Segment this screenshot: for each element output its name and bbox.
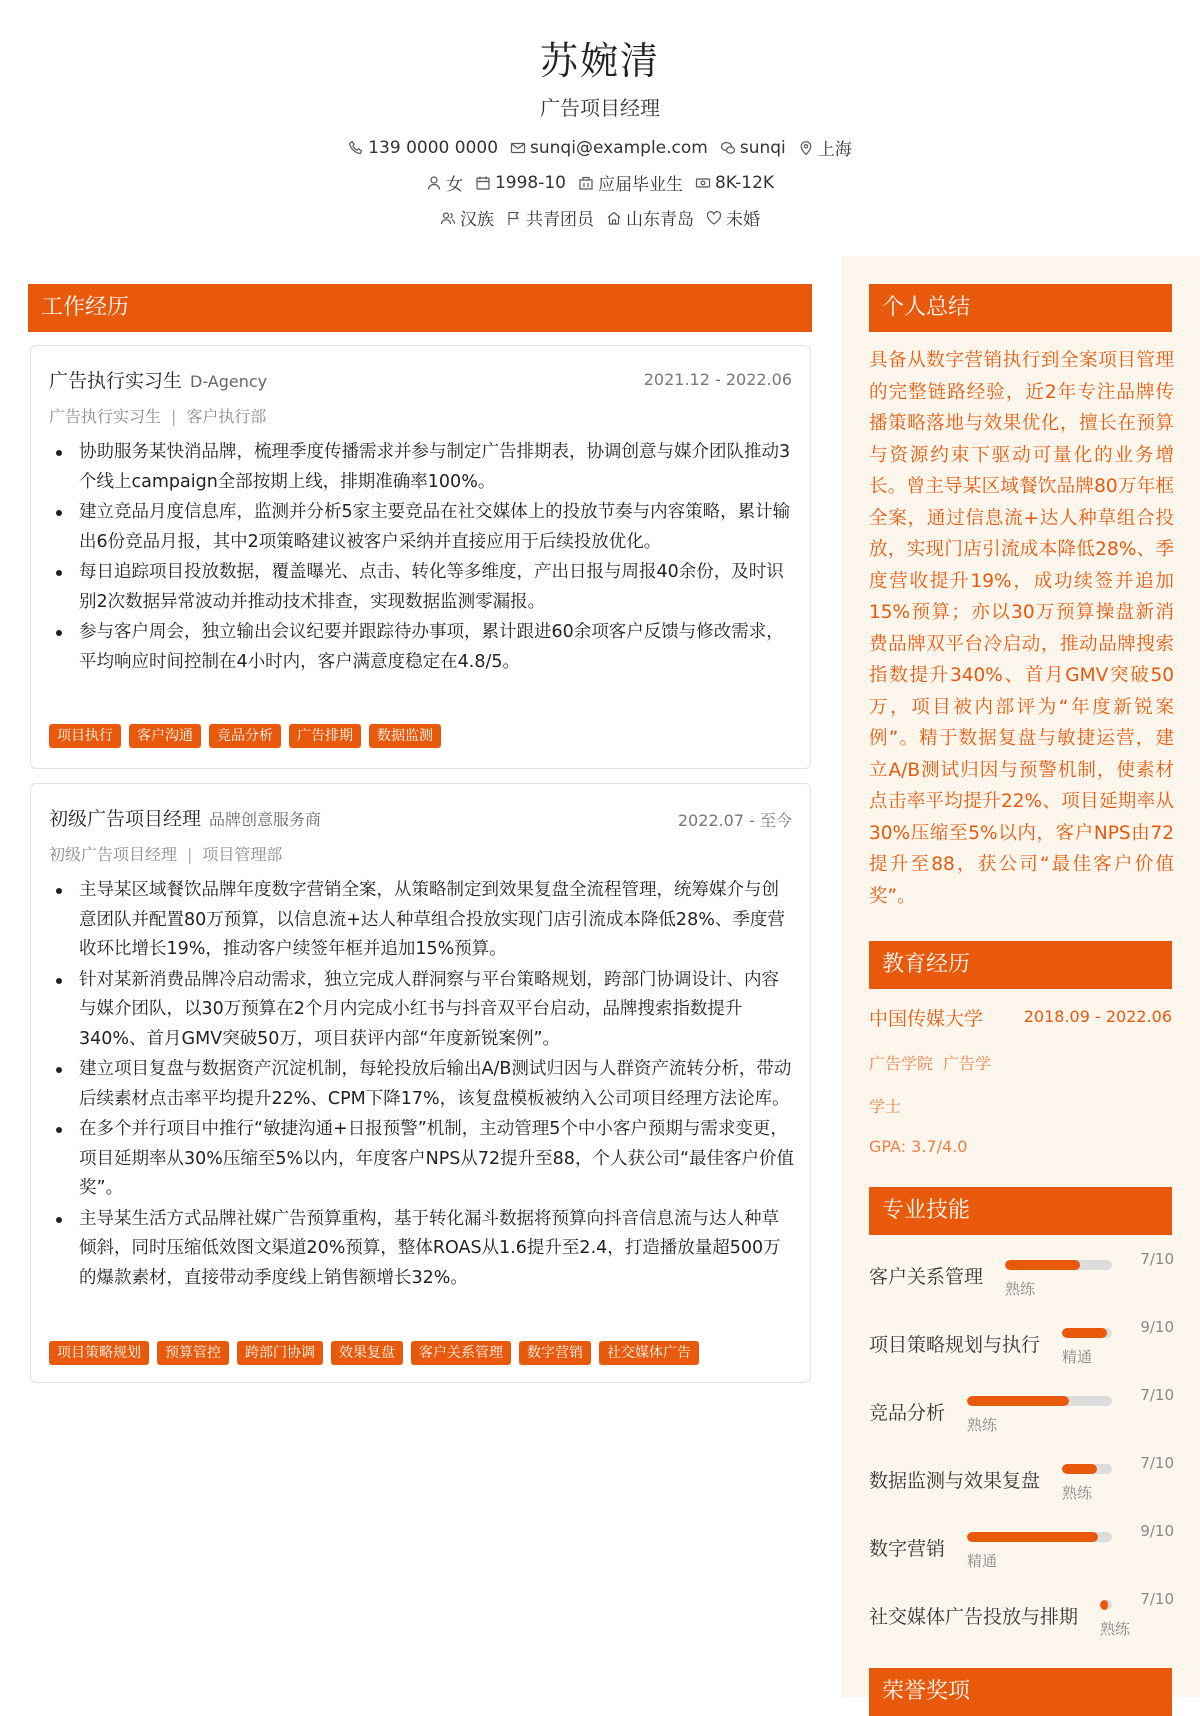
skill-bar-fill	[1062, 1328, 1107, 1338]
list-item: 主导某生活方式品牌社媒广告预算重构，基于转化漏斗数据将预算向抖音信息流与达人种草倾斜，同时压缩低效图文渠道20%预算，整体ROAS从1.6提升至2.4，打造播放量超500万的爆款素材，直接带动季度线上销售额增长32%。	[49, 1205, 794, 1294]
skill-bar-fill	[1062, 1464, 1097, 1474]
skill-tag: 效果复盘	[331, 1341, 403, 1365]
skill-score: 7/10	[1140, 1250, 1174, 1268]
skill-tag: 数据监测	[369, 724, 441, 748]
info-salary	[695, 170, 774, 195]
info-phone	[348, 135, 498, 160]
education-gpa: GPA: 3.7/4.0	[869, 1137, 968, 1156]
info-hometown	[606, 205, 694, 230]
skill-tag: 广告排期	[289, 724, 361, 748]
education-school: 中国传媒大学	[869, 1008, 984, 1030]
list-item: 建立项目复盘与数据资产沉淀机制，每轮投放后输出A/B测试归因与人群资产流转分析，带动后续素材点击率平均提升22%、CPM下降17%，该复盘模板被纳入公司项目经理方法论库。	[49, 1055, 794, 1114]
work-role: 初级广告项目经理	[49, 845, 178, 864]
separator: |	[187, 845, 193, 864]
skill-bar-fill	[967, 1396, 1069, 1406]
skill-item	[869, 1250, 1174, 1310]
info-status	[578, 170, 683, 195]
summary-text: 具备从数字营销执行到全案项目管理的完整链路经验，近2年专注品牌传播策略落地与效果优化，擅长在预算与资源约束下驱动可量化的业务增长。曾主导某区域餐饮品牌80万年框全案，通过信息流+达人种草组合投放，实现门店引流成本降低28%、季度营收提升19%，成功续签并追加15%预算；亦以30万预算操盘新消费品牌双平台冷启动，推动品牌搜索指数提升340%、首月GMV突破50万，项目被内部评为“年度新锐案例”。精于数据复盘与敏捷运营，建立A/B测试归因与预警机制，使素材点击率平均提升22%、项目延期率从30%压缩至5%以内，客户NPS由72提升至88，获公司“最佳客户价值奖”。	[869, 350, 1174, 907]
background-row	[0, 205, 1200, 230]
info-birth	[475, 170, 566, 195]
ethnicity-text: 汉族	[460, 210, 494, 230]
info-gender	[426, 170, 463, 195]
list-item: 参与客户周会，独立输出会议纪要并跟踪待办事项，累计跟进60余项客户反馈与修改需求，平均响应时间控制在4小时内，客户满意度稳定在4.8/5。	[49, 618, 794, 677]
education-major-line	[869, 1051, 1001, 1074]
skill-score: 7/10	[1140, 1590, 1174, 1608]
work-company: 品牌创意服务商	[209, 810, 322, 829]
skill-name: 客户关系管理	[869, 1266, 984, 1288]
list-item: 针对某新消费品牌冷启动需求，独立完成人群洞察与平台策略规划，跨部门协调设计、内容与媒介团队，以30万预算在2个月内完成小红书与抖音双平台启动，品牌搜索指数提升340%、首月GMV突破50万，项目获评内部“年度新锐案例”。	[49, 966, 794, 1055]
skill-tag: 预算管控	[157, 1341, 229, 1365]
skill-score: 9/10	[1140, 1318, 1174, 1336]
section-honors-header: 荣誉奖项	[869, 1668, 1172, 1716]
skill-tag: 项目执行	[49, 724, 121, 748]
section-education-header: 教育经历	[869, 941, 1172, 989]
work-subtitle	[49, 404, 266, 427]
skill-item	[869, 1386, 1174, 1446]
work-card-1	[30, 345, 811, 769]
work-company: D-Agency	[190, 372, 268, 391]
education-degree: 学士	[869, 1097, 902, 1116]
skill-tag: 竞品分析	[209, 724, 281, 748]
skill-name: 竞品分析	[869, 1402, 946, 1424]
skill-bar	[967, 1396, 1112, 1406]
flag-icon	[506, 210, 522, 226]
skill-name: 社交媒体广告投放与排期	[869, 1606, 1079, 1628]
skill-level: 精通	[1062, 1348, 1093, 1366]
money-icon	[695, 175, 711, 191]
work-title	[49, 804, 321, 831]
home-icon	[606, 210, 622, 226]
job-title: 广告项目经理	[540, 96, 660, 120]
skill-item	[869, 1522, 1174, 1582]
skill-bar	[967, 1532, 1112, 1542]
candidate-name: 苏婉清	[539, 39, 660, 83]
skill-level: 精通	[967, 1552, 998, 1570]
work-position: 广告执行实习生	[49, 370, 183, 392]
location-icon	[798, 140, 814, 156]
wechat-icon	[720, 140, 736, 156]
wechat-text: sunqi	[739, 137, 786, 158]
skill-level: 熟练	[1062, 1484, 1093, 1502]
info-ethnicity	[440, 205, 494, 230]
skill-name: 数字营销	[869, 1538, 946, 1560]
section-work-header: 工作经历	[28, 284, 812, 332]
work-title	[49, 366, 267, 393]
separator: |	[171, 407, 177, 426]
section-skills-header: 专业技能	[869, 1187, 1172, 1235]
info-marital	[706, 205, 760, 230]
work-role: 广告执行实习生	[49, 407, 162, 426]
work-tags	[49, 1341, 699, 1365]
work-tags	[49, 724, 441, 748]
skill-item	[869, 1454, 1174, 1514]
skill-item	[869, 1590, 1174, 1650]
skill-tag: 数字营销	[519, 1341, 591, 1365]
work-bullets	[49, 876, 794, 1294]
education-date: 2018.09 - 2022.06	[1023, 1007, 1172, 1026]
skill-bar	[1005, 1260, 1112, 1270]
work-card-2	[30, 783, 811, 1383]
list-item: 协助服务某快消品牌，梳理季度传播需求并参与制定广告排期表，协调创意与媒介团队推动3个线上campaign全部按期上线，排期准确率100%。	[49, 438, 794, 497]
email-text: sunqi@example.com	[530, 137, 708, 158]
skill-tag: 社交媒体广告	[599, 1341, 699, 1365]
skill-bar-fill	[1005, 1260, 1080, 1270]
skill-name: 数据监测与效果复盘	[869, 1470, 1041, 1492]
skill-level: 熟练	[967, 1416, 998, 1434]
birth-text: 1998-10	[494, 172, 566, 193]
heart-icon	[706, 210, 722, 226]
skill-bar	[1062, 1464, 1112, 1474]
list-item: 每日追踪项目投放数据，覆盖曝光、点击、转化等多维度，产出日报与周报40余份，及时识别2次数据异常波动并推动技术排查，实现数据监测零漏报。	[49, 558, 794, 617]
skill-bar	[1100, 1600, 1112, 1610]
people-icon	[440, 210, 456, 226]
skill-score: 7/10	[1140, 1386, 1174, 1404]
skill-tag: 客户沟通	[129, 724, 201, 748]
skill-bar	[1062, 1328, 1112, 1338]
skill-level: 熟练	[1005, 1280, 1036, 1298]
gender-text: 女	[445, 175, 463, 195]
work-bullets	[49, 438, 794, 678]
info-wechat	[720, 135, 786, 160]
info-email	[510, 135, 708, 160]
calendar-icon	[475, 175, 491, 191]
work-date: 2021.12 - 2022.06	[643, 370, 792, 389]
info-location	[798, 135, 852, 160]
marital-text: 未婚	[726, 210, 760, 230]
work-position: 初级广告项目经理	[49, 808, 202, 830]
skill-score: 7/10	[1140, 1454, 1174, 1472]
education-major: 广告学	[943, 1054, 992, 1073]
skill-tag: 项目策略规划	[49, 1341, 149, 1365]
list-item: 主导某区域餐饮品牌年度数字营销全案，从策略制定到效果复盘全流程管理，统筹媒介与创意团队并配置80万预算，以信息流+达人种草组合投放实现门店引流成本降低28%、季度营收环比增长19%，推动客户续签年框并追加15%预算。	[49, 876, 794, 965]
building-icon	[578, 175, 594, 191]
section-summary-header: 个人总结	[869, 284, 1172, 332]
work-dept: 客户执行部	[186, 407, 267, 426]
work-subtitle	[49, 842, 282, 865]
salary-text: 8K-12K	[714, 172, 775, 193]
location-text: 上海	[817, 140, 852, 160]
phone-text: 139 0000 0000	[368, 137, 499, 158]
politics-text: 共青团员	[526, 210, 594, 230]
skill-level: 熟练	[1100, 1620, 1131, 1638]
mail-icon	[510, 140, 526, 156]
skill-bar-fill	[1100, 1600, 1108, 1610]
work-dept: 项目管理部	[202, 845, 283, 864]
list-item: 建立竞品月度信息库，监测并分析5家主要竞品在社交媒体上的投放节奏与内容策略，累计输出6份竞品月报，其中2项策略建议被客户采纳并直接应用于后续投放优化。	[49, 498, 794, 557]
work-date: 2022.07 - 至今	[677, 811, 792, 830]
skill-name: 项目策略规划与执行	[869, 1334, 1041, 1356]
skill-tag: 跨部门协调	[237, 1341, 323, 1365]
skill-item	[869, 1318, 1174, 1378]
user-icon	[426, 175, 442, 191]
skill-tag: 客户关系管理	[411, 1341, 511, 1365]
personal-row	[0, 170, 1200, 195]
education-college: 广告学院	[869, 1054, 934, 1073]
info-politics	[506, 205, 594, 230]
status-text: 应届毕业生	[597, 175, 683, 195]
skill-bar-fill	[967, 1532, 1098, 1542]
hometown-text: 山东青岛	[626, 210, 694, 230]
contact-row	[0, 135, 1200, 160]
skill-score: 9/10	[1140, 1522, 1174, 1540]
phone-icon	[348, 140, 364, 156]
list-item: 在多个并行项目中推行“敏捷沟通+日报预警”机制，主动管理5个中小客户预期与需求变更，项目延期率从30%压缩至5%以内，年度客户NPS从72提升至88，个人获公司“最佳客户价值奖”。	[49, 1115, 794, 1204]
